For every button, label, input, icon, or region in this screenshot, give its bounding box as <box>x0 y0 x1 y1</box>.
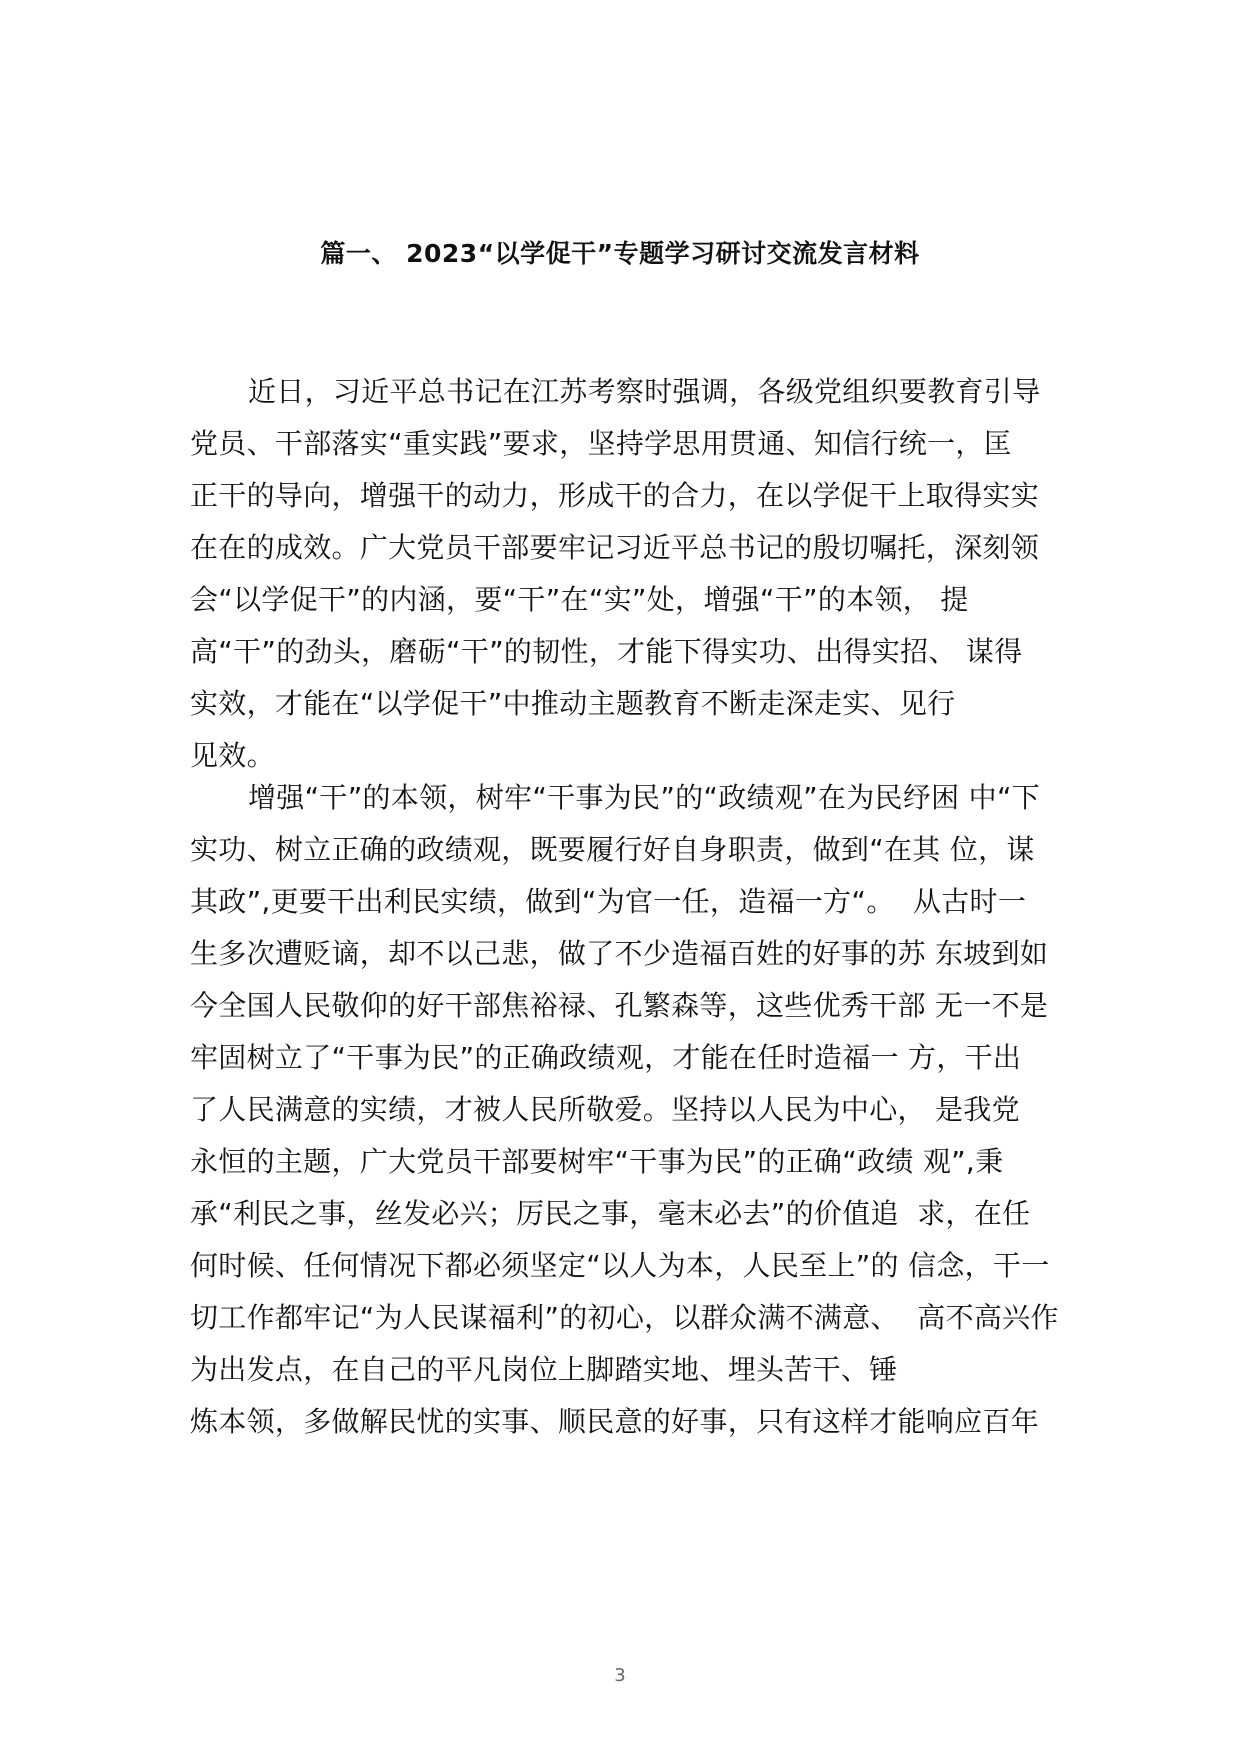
paragraph-line: 实效，才能在“以学促干”中推动主题教育不断走深走实、见行 <box>190 687 956 720</box>
paragraph-line: 会“以学促干”的内涵，要“干”在“实”处，增强“干”的本领， 提 <box>190 583 969 616</box>
paragraph-line: 正干的导向，增强干的动力，形成干的合力，在以学促干上取得实实 <box>190 479 1040 512</box>
paragraph-line: 实功、树立正确的政绩观，既要履行好自身职责，做到“在其 位，谋 <box>190 833 1035 866</box>
paragraph-line: 生多次遭贬谪，却不以己悲，做了不少造福百姓的好事的苏 东坡到如 <box>190 937 1049 970</box>
paragraph-line: 见效。 <box>190 739 275 772</box>
paragraph-line: 了人民满意的实绩，才被人民所敬爱。坚持以人民为中心， 是我党 <box>190 1093 1020 1126</box>
paragraph-line: 今全国人民敬仰的好干部焦裕禄、孔繁森等，这些优秀干部 无一不是 <box>190 989 1049 1022</box>
page-number: 3 <box>614 1665 626 1686</box>
paragraph-line: 承“利民之事，丝发必兴；厉民之事，毫末必去”的价值追 求，在任 <box>190 1197 1031 1230</box>
paragraph-line: 切工作都牢记“为人民谋福利”的初心，以群众满不满意、 高不高兴作 <box>190 1301 1059 1334</box>
paragraph-line: 其政”,更要干出利民实绩，做到“为官一任，造福一方“。 从古时一 <box>190 885 1027 918</box>
paragraph-line: 为出发点，在自己的平凡岗位上脚踏实地、埋头苦干、锤 <box>190 1353 898 1386</box>
paragraph-2 <box>190 772 1070 1448</box>
paragraph-1 <box>190 366 1070 782</box>
paragraph-line: 永恒的主题，广大党员干部要树牢“干事为民”的正确“政绩 观”,秉 <box>190 1145 1004 1178</box>
paragraph-line: 增强“干”的本领，树牢“干事为民”的“政绩观”在为民纾困 中“下 <box>248 781 1041 814</box>
paragraph-line: 在在的成效。广大党员干部要牢记习近平总书记的殷切嘱托，深刻领 <box>190 531 1040 564</box>
paragraph-line: 牢固树立了“干事为民”的正确政绩观，才能在任时造福一 方，干出 <box>190 1041 1022 1074</box>
paragraph-line: 高“干”的劲头，磨砺“干”的韧性，才能下得实功、出得实招、 谋得 <box>190 635 1023 668</box>
document-title: 篇一、 2023“以学促干”专题学习研讨交流发言材料 <box>320 239 920 268</box>
paragraph-line: 近日，习近平总书记在江苏考察时强调，各级党组织要教育引导 <box>248 375 1041 408</box>
paragraph-line: 何时候、任何情况下都必须坚定“以人为本，人民至上”的 信念，干一 <box>190 1249 1050 1282</box>
paragraph-line: 党员、干部落实“重实践”要求，坚持学思用贯通、知信行统一，匡 <box>190 427 1013 460</box>
paragraph-line: 炼本领，多做解民忧的实事、顺民意的好事，只有这样才能响应百年 <box>190 1405 1040 1438</box>
